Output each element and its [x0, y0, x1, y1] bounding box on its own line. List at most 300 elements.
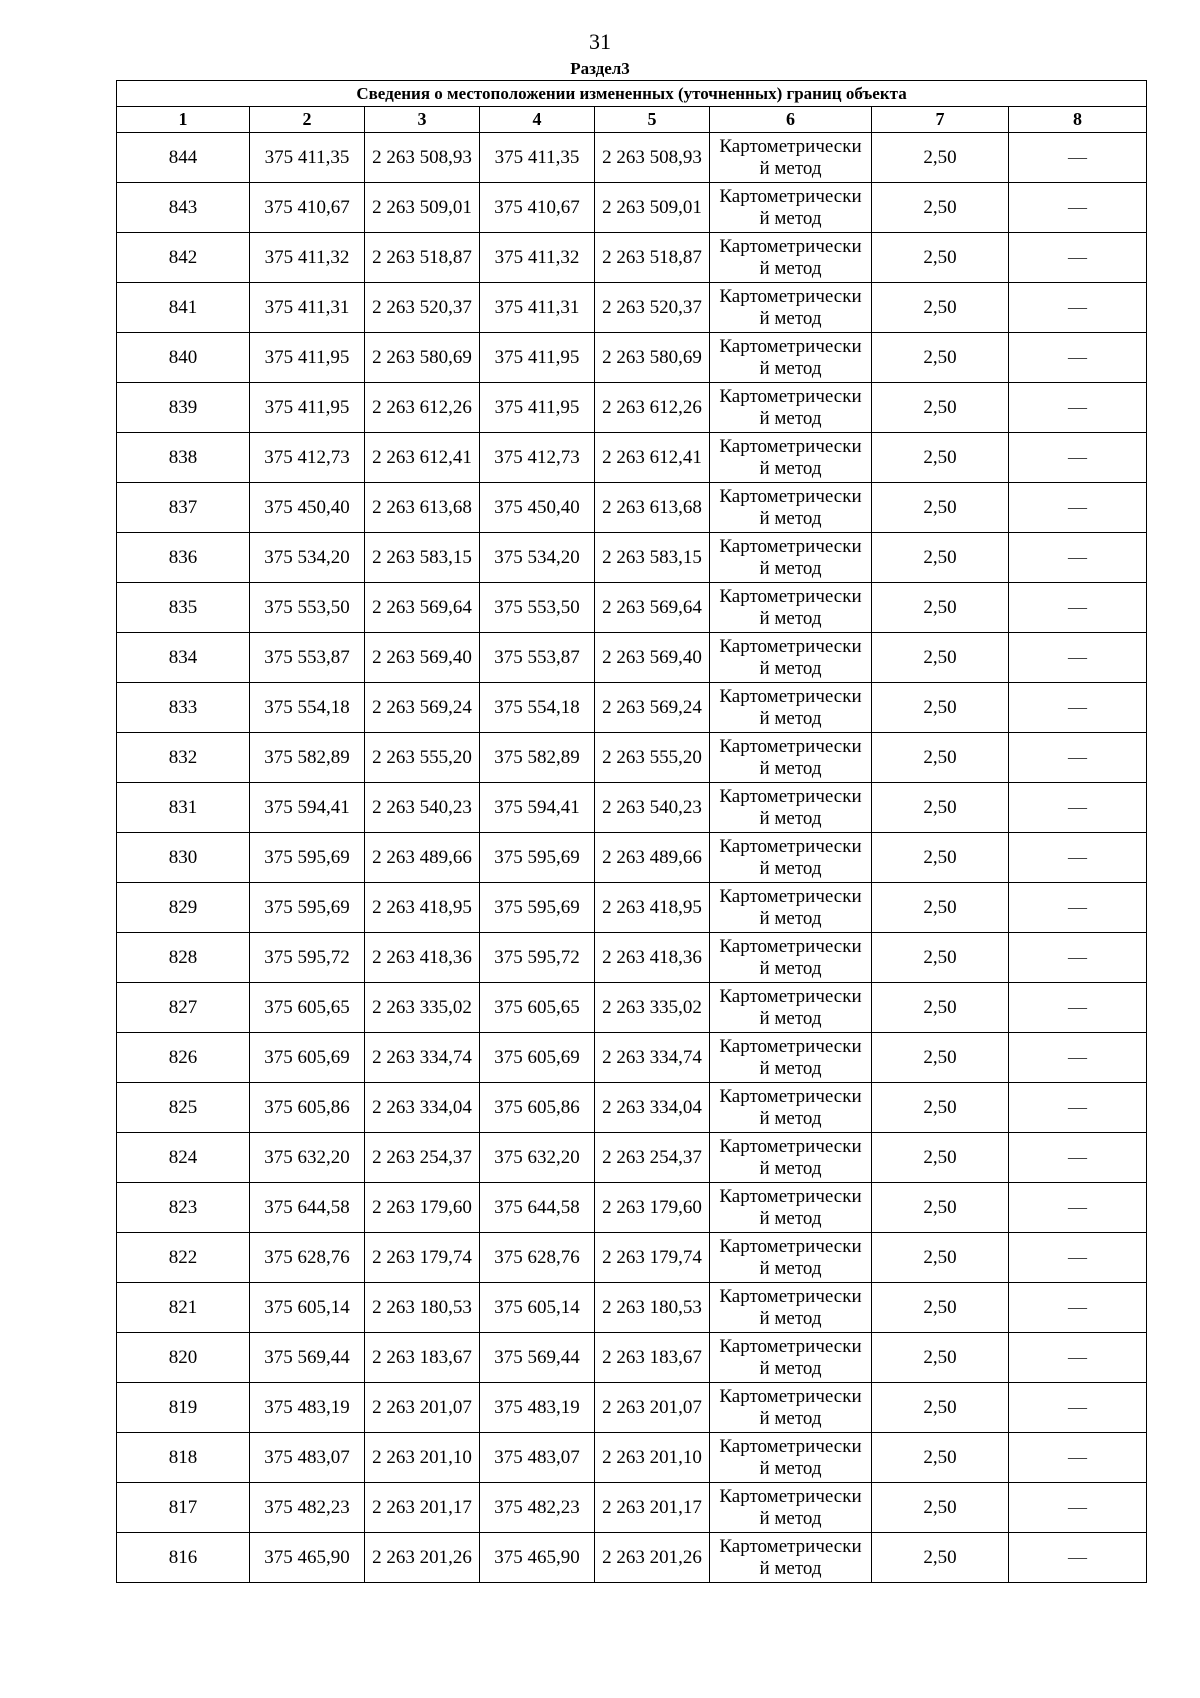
method-cell: [710, 1333, 872, 1383]
accuracy-cell: 2,50: [872, 1033, 1009, 1083]
x-new-cell: 375 465,90: [480, 1533, 595, 1583]
y-old-cell: 2 263 569,64: [365, 583, 480, 633]
method-line-2: й метод: [759, 1457, 822, 1479]
method-line-1: Картометрически: [719, 1085, 862, 1107]
table-row: [117, 1383, 1147, 1433]
x-old-cell: 375 553,87: [250, 633, 365, 683]
method-cell: [710, 133, 872, 183]
x-new-cell: 375 554,18: [480, 683, 595, 733]
table-row: [117, 733, 1147, 783]
accuracy-cell: 2,50: [872, 1333, 1009, 1383]
accuracy-cell: 2,50: [872, 483, 1009, 533]
accuracy-cell: 2,50: [872, 1133, 1009, 1183]
x-old-cell: 375 595,69: [250, 833, 365, 883]
x-old-cell: 375 411,95: [250, 383, 365, 433]
table-row: [117, 1233, 1147, 1283]
y-new-cell: 2 263 201,17: [595, 1483, 710, 1533]
x-new-cell: 375 411,31: [480, 283, 595, 333]
x-old-cell: 375 450,40: [250, 483, 365, 533]
table-row: [117, 283, 1147, 333]
accuracy-cell: 2,50: [872, 1233, 1009, 1283]
description-cell: —: [1009, 883, 1147, 933]
y-new-cell: 2 263 334,74: [595, 1033, 710, 1083]
y-new-cell: 2 263 183,67: [595, 1333, 710, 1383]
point-number-cell: 842: [117, 233, 250, 283]
x-old-cell: 375 483,19: [250, 1383, 365, 1433]
accuracy-cell: 2,50: [872, 883, 1009, 933]
y-new-cell: 2 263 334,04: [595, 1083, 710, 1133]
point-number-cell: 832: [117, 733, 250, 783]
x-new-cell: 375 569,44: [480, 1333, 595, 1383]
point-number-cell: 819: [117, 1383, 250, 1433]
table-row: [117, 1333, 1147, 1383]
x-new-cell: 375 595,69: [480, 833, 595, 883]
accuracy-cell: 2,50: [872, 683, 1009, 733]
x-new-cell: 375 605,86: [480, 1083, 595, 1133]
y-old-cell: 2 263 334,74: [365, 1033, 480, 1083]
point-number-cell: 817: [117, 1483, 250, 1533]
accuracy-cell: 2,50: [872, 633, 1009, 683]
method-line-1: Картометрически: [719, 285, 862, 307]
method-line-2: й метод: [759, 857, 822, 879]
table-row: [117, 883, 1147, 933]
y-new-cell: 2 263 180,53: [595, 1283, 710, 1333]
accuracy-cell: 2,50: [872, 433, 1009, 483]
method-cell: [710, 683, 872, 733]
method-line-2: й метод: [759, 707, 822, 729]
x-old-cell: 375 644,58: [250, 1183, 365, 1233]
table-body: [117, 133, 1147, 1583]
method-cell: [710, 1533, 872, 1583]
description-cell: —: [1009, 383, 1147, 433]
method-line-1: Картометрически: [719, 785, 862, 807]
y-old-cell: 2 263 569,40: [365, 633, 480, 683]
y-new-cell: 2 263 179,74: [595, 1233, 710, 1283]
y-new-cell: 2 263 569,40: [595, 633, 710, 683]
y-new-cell: 2 263 569,24: [595, 683, 710, 733]
accuracy-cell: 2,50: [872, 1283, 1009, 1333]
y-new-cell: 2 263 509,01: [595, 183, 710, 233]
method-line-2: й метод: [759, 157, 822, 179]
method-line-2: й метод: [759, 1007, 822, 1029]
method-line-2: й метод: [759, 907, 822, 929]
point-number-cell: 839: [117, 383, 250, 433]
x-old-cell: 375 465,90: [250, 1533, 365, 1583]
method-line-2: й метод: [759, 607, 822, 629]
table-row: [117, 1533, 1147, 1583]
description-cell: —: [1009, 333, 1147, 383]
y-new-cell: 2 263 489,66: [595, 833, 710, 883]
point-number-cell: 840: [117, 333, 250, 383]
method-cell: [710, 483, 872, 533]
x-new-cell: 375 594,41: [480, 783, 595, 833]
y-new-cell: 2 263 518,87: [595, 233, 710, 283]
point-number-cell: 838: [117, 433, 250, 483]
page-number: 31: [589, 29, 611, 54]
method-cell: [710, 283, 872, 333]
y-old-cell: 2 263 179,60: [365, 1183, 480, 1233]
method-cell: [710, 533, 872, 583]
table-row: [117, 333, 1147, 383]
point-number-cell: 829: [117, 883, 250, 933]
description-cell: —: [1009, 783, 1147, 833]
point-number-cell: 837: [117, 483, 250, 533]
point-number-cell: 822: [117, 1233, 250, 1283]
method-line-2: й метод: [759, 657, 822, 679]
method-line-1: Картометрически: [719, 1335, 862, 1357]
x-old-cell: 375 569,44: [250, 1333, 365, 1383]
y-old-cell: 2 263 489,66: [365, 833, 480, 883]
method-cell: [710, 183, 872, 233]
table-row: [117, 1033, 1147, 1083]
y-old-cell: 2 263 201,17: [365, 1483, 480, 1533]
column-number-4: 4: [480, 107, 595, 133]
y-new-cell: 2 263 612,41: [595, 433, 710, 483]
description-cell: —: [1009, 633, 1147, 683]
y-old-cell: 2 263 201,07: [365, 1383, 480, 1433]
point-number-cell: 831: [117, 783, 250, 833]
y-old-cell: 2 263 180,53: [365, 1283, 480, 1333]
method-cell: [710, 383, 872, 433]
x-new-cell: 375 483,19: [480, 1383, 595, 1433]
description-cell: —: [1009, 1283, 1147, 1333]
accuracy-cell: 2,50: [872, 1433, 1009, 1483]
table-row: [117, 433, 1147, 483]
y-new-cell: 2 263 580,69: [595, 333, 710, 383]
method-line-1: Картометрически: [719, 1485, 862, 1507]
description-cell: —: [1009, 1333, 1147, 1383]
point-number-cell: 826: [117, 1033, 250, 1083]
method-line-2: й метод: [759, 357, 822, 379]
y-old-cell: 2 263 334,04: [365, 1083, 480, 1133]
x-old-cell: 375 628,76: [250, 1233, 365, 1283]
method-line-2: й метод: [759, 1257, 822, 1279]
method-line-1: Картометрически: [719, 135, 862, 157]
method-line-2: й метод: [759, 807, 822, 829]
method-line-1: Картометрически: [719, 1235, 862, 1257]
table-row: [117, 1183, 1147, 1233]
point-number-cell: 844: [117, 133, 250, 183]
method-line-2: й метод: [759, 207, 822, 229]
section-label: Раздел3: [570, 59, 630, 78]
y-new-cell: 2 263 201,10: [595, 1433, 710, 1483]
method-line-1: Картометрически: [719, 635, 862, 657]
method-line-1: Картометрически: [719, 1185, 862, 1207]
x-new-cell: 375 411,95: [480, 383, 595, 433]
table-row: [117, 183, 1147, 233]
description-cell: —: [1009, 1533, 1147, 1583]
x-old-cell: 375 594,41: [250, 783, 365, 833]
y-new-cell: 2 263 179,60: [595, 1183, 710, 1233]
description-cell: —: [1009, 983, 1147, 1033]
x-new-cell: 375 411,32: [480, 233, 595, 283]
x-new-cell: 375 450,40: [480, 483, 595, 533]
method-cell: [710, 433, 872, 483]
description-cell: —: [1009, 433, 1147, 483]
y-new-cell: 2 263 555,20: [595, 733, 710, 783]
description-cell: —: [1009, 233, 1147, 283]
method-cell: [710, 333, 872, 383]
method-cell: [710, 583, 872, 633]
table-row: [117, 583, 1147, 633]
y-old-cell: 2 263 518,87: [365, 233, 480, 283]
method-line-1: Картометрически: [719, 835, 862, 857]
table-row: [117, 133, 1147, 183]
y-new-cell: 2 263 612,26: [595, 383, 710, 433]
point-number-cell: 828: [117, 933, 250, 983]
y-old-cell: 2 263 555,20: [365, 733, 480, 783]
method-line-2: й метод: [759, 507, 822, 529]
x-old-cell: 375 411,95: [250, 333, 365, 383]
table-row: [117, 933, 1147, 983]
x-old-cell: 375 632,20: [250, 1133, 365, 1183]
method-cell: [710, 1083, 872, 1133]
x-new-cell: 375 534,20: [480, 533, 595, 583]
point-number-cell: 823: [117, 1183, 250, 1233]
point-number-cell: 835: [117, 583, 250, 633]
y-new-cell: 2 263 613,68: [595, 483, 710, 533]
method-line-2: й метод: [759, 957, 822, 979]
description-cell: —: [1009, 1383, 1147, 1433]
method-line-2: й метод: [759, 307, 822, 329]
table-row: [117, 783, 1147, 833]
method-cell: [710, 1283, 872, 1333]
method-cell: [710, 1483, 872, 1533]
table-row: [117, 1083, 1147, 1133]
accuracy-cell: 2,50: [872, 283, 1009, 333]
x-new-cell: 375 582,89: [480, 733, 595, 783]
point-number-cell: 843: [117, 183, 250, 233]
table-row: [117, 983, 1147, 1033]
accuracy-cell: 2,50: [872, 333, 1009, 383]
y-old-cell: 2 263 520,37: [365, 283, 480, 333]
method-line-1: Картометрически: [719, 235, 862, 257]
y-new-cell: 2 263 520,37: [595, 283, 710, 333]
y-new-cell: 2 263 335,02: [595, 983, 710, 1033]
x-new-cell: 375 605,65: [480, 983, 595, 1033]
accuracy-cell: 2,50: [872, 1483, 1009, 1533]
point-number-cell: 820: [117, 1333, 250, 1383]
x-old-cell: 375 411,31: [250, 283, 365, 333]
method-cell: [710, 1033, 872, 1083]
table-row: [117, 683, 1147, 733]
x-old-cell: 375 595,72: [250, 933, 365, 983]
method-line-2: й метод: [759, 257, 822, 279]
method-line-2: й метод: [759, 557, 822, 579]
column-number-2: 2: [250, 107, 365, 133]
method-line-2: й метод: [759, 1107, 822, 1129]
description-cell: —: [1009, 1483, 1147, 1533]
y-new-cell: 2 263 540,23: [595, 783, 710, 833]
accuracy-cell: 2,50: [872, 383, 1009, 433]
table-row: [117, 533, 1147, 583]
x-old-cell: 375 483,07: [250, 1433, 365, 1483]
point-number-cell: 830: [117, 833, 250, 883]
boundary-coordinates-table: [116, 80, 1147, 1583]
accuracy-cell: 2,50: [872, 833, 1009, 883]
method-line-1: Картометрически: [719, 1435, 862, 1457]
column-number-7: 7: [872, 107, 1009, 133]
method-line-1: Картометрически: [719, 485, 862, 507]
description-cell: —: [1009, 183, 1147, 233]
method-line-1: Картометрически: [719, 435, 862, 457]
method-line-1: Картометрически: [719, 985, 862, 1007]
method-line-2: й метод: [759, 757, 822, 779]
x-new-cell: 375 483,07: [480, 1433, 595, 1483]
x-new-cell: 375 605,69: [480, 1033, 595, 1083]
column-number-5: 5: [595, 107, 710, 133]
method-line-2: й метод: [759, 1407, 822, 1429]
description-cell: —: [1009, 1233, 1147, 1283]
method-cell: [710, 983, 872, 1033]
method-cell: [710, 233, 872, 283]
method-line-1: Картометрически: [719, 585, 862, 607]
description-cell: —: [1009, 1183, 1147, 1233]
x-new-cell: 375 410,67: [480, 183, 595, 233]
x-old-cell: 375 605,65: [250, 983, 365, 1033]
column-number-row: [117, 107, 1147, 133]
x-old-cell: 375 554,18: [250, 683, 365, 733]
method-cell: [710, 1133, 872, 1183]
y-old-cell: 2 263 508,93: [365, 133, 480, 183]
y-old-cell: 2 263 613,68: [365, 483, 480, 533]
table-row: [117, 233, 1147, 283]
accuracy-cell: 2,50: [872, 933, 1009, 983]
method-cell: [710, 1183, 872, 1233]
x-old-cell: 375 411,32: [250, 233, 365, 283]
table-row: [117, 1133, 1147, 1183]
method-line-1: Картометрически: [719, 185, 862, 207]
column-number-6: 6: [710, 107, 872, 133]
y-old-cell: 2 263 254,37: [365, 1133, 480, 1183]
description-cell: —: [1009, 733, 1147, 783]
point-number-cell: 834: [117, 633, 250, 683]
table-title: Сведения о местоположении измененных (уточненных) границ объекта: [117, 81, 1147, 107]
method-cell: [710, 783, 872, 833]
accuracy-cell: 2,50: [872, 183, 1009, 233]
method-cell: [710, 833, 872, 883]
description-cell: —: [1009, 483, 1147, 533]
accuracy-cell: 2,50: [872, 983, 1009, 1033]
y-new-cell: 2 263 201,26: [595, 1533, 710, 1583]
y-new-cell: 2 263 201,07: [595, 1383, 710, 1433]
table-title-row: [117, 81, 1147, 107]
x-new-cell: 375 411,95: [480, 333, 595, 383]
x-old-cell: 375 605,86: [250, 1083, 365, 1133]
method-line-1: Картометрически: [719, 1035, 862, 1057]
y-old-cell: 2 263 201,26: [365, 1533, 480, 1583]
x-old-cell: 375 534,20: [250, 533, 365, 583]
method-line-1: Картометрически: [719, 1135, 862, 1157]
accuracy-cell: 2,50: [872, 133, 1009, 183]
method-line-1: Картометрически: [719, 1535, 862, 1557]
x-new-cell: 375 553,87: [480, 633, 595, 683]
table-row: [117, 633, 1147, 683]
description-cell: —: [1009, 133, 1147, 183]
accuracy-cell: 2,50: [872, 1083, 1009, 1133]
point-number-cell: 816: [117, 1533, 250, 1583]
point-number-cell: 824: [117, 1133, 250, 1183]
description-cell: —: [1009, 1433, 1147, 1483]
method-line-2: й метод: [759, 1057, 822, 1079]
description-cell: —: [1009, 1083, 1147, 1133]
x-new-cell: 375 553,50: [480, 583, 595, 633]
x-new-cell: 375 632,20: [480, 1133, 595, 1183]
point-number-cell: 821: [117, 1283, 250, 1333]
point-number-cell: 833: [117, 683, 250, 733]
accuracy-cell: 2,50: [872, 783, 1009, 833]
y-old-cell: 2 263 612,26: [365, 383, 480, 433]
x-new-cell: 375 412,73: [480, 433, 595, 483]
x-new-cell: 375 605,14: [480, 1283, 595, 1333]
y-old-cell: 2 263 580,69: [365, 333, 480, 383]
y-old-cell: 2 263 201,10: [365, 1433, 480, 1483]
column-number-3: 3: [365, 107, 480, 133]
point-number-cell: 825: [117, 1083, 250, 1133]
accuracy-cell: 2,50: [872, 733, 1009, 783]
x-old-cell: 375 582,89: [250, 733, 365, 783]
x-old-cell: 375 410,67: [250, 183, 365, 233]
description-cell: —: [1009, 933, 1147, 983]
method-line-1: Картометрически: [719, 385, 862, 407]
accuracy-cell: 2,50: [872, 1533, 1009, 1583]
point-number-cell: 827: [117, 983, 250, 1033]
method-line-1: Картометрически: [719, 685, 862, 707]
y-old-cell: 2 263 612,41: [365, 433, 480, 483]
method-line-1: Картометрически: [719, 735, 862, 757]
accuracy-cell: 2,50: [872, 233, 1009, 283]
accuracy-cell: 2,50: [872, 1383, 1009, 1433]
x-new-cell: 375 644,58: [480, 1183, 595, 1233]
method-line-1: Картометрически: [719, 335, 862, 357]
y-old-cell: 2 263 509,01: [365, 183, 480, 233]
method-line-1: Картометрически: [719, 885, 862, 907]
method-line-2: й метод: [759, 1357, 822, 1379]
method-cell: [710, 1233, 872, 1283]
x-new-cell: 375 628,76: [480, 1233, 595, 1283]
method-line-1: Картометрически: [719, 935, 862, 957]
x-new-cell: 375 595,72: [480, 933, 595, 983]
description-cell: —: [1009, 833, 1147, 883]
method-line-2: й метод: [759, 1557, 822, 1579]
method-cell: [710, 733, 872, 783]
y-old-cell: 2 263 418,95: [365, 883, 480, 933]
x-old-cell: 375 482,23: [250, 1483, 365, 1533]
description-cell: —: [1009, 283, 1147, 333]
method-line-2: й метод: [759, 1307, 822, 1329]
y-new-cell: 2 263 254,37: [595, 1133, 710, 1183]
table-row: [117, 833, 1147, 883]
table-row: [117, 1483, 1147, 1533]
table-row: [117, 1283, 1147, 1333]
method-cell: [710, 883, 872, 933]
y-old-cell: 2 263 540,23: [365, 783, 480, 833]
description-cell: —: [1009, 1033, 1147, 1083]
table-row: [117, 383, 1147, 433]
y-old-cell: 2 263 179,74: [365, 1233, 480, 1283]
y-old-cell: 2 263 569,24: [365, 683, 480, 733]
y-new-cell: 2 263 569,64: [595, 583, 710, 633]
column-number-8: 8: [1009, 107, 1147, 133]
method-cell: [710, 933, 872, 983]
method-cell: [710, 633, 872, 683]
accuracy-cell: 2,50: [872, 533, 1009, 583]
y-new-cell: 2 263 418,36: [595, 933, 710, 983]
description-cell: —: [1009, 683, 1147, 733]
y-old-cell: 2 263 183,67: [365, 1333, 480, 1383]
method-line-2: й метод: [759, 407, 822, 429]
method-line-2: й метод: [759, 1207, 822, 1229]
